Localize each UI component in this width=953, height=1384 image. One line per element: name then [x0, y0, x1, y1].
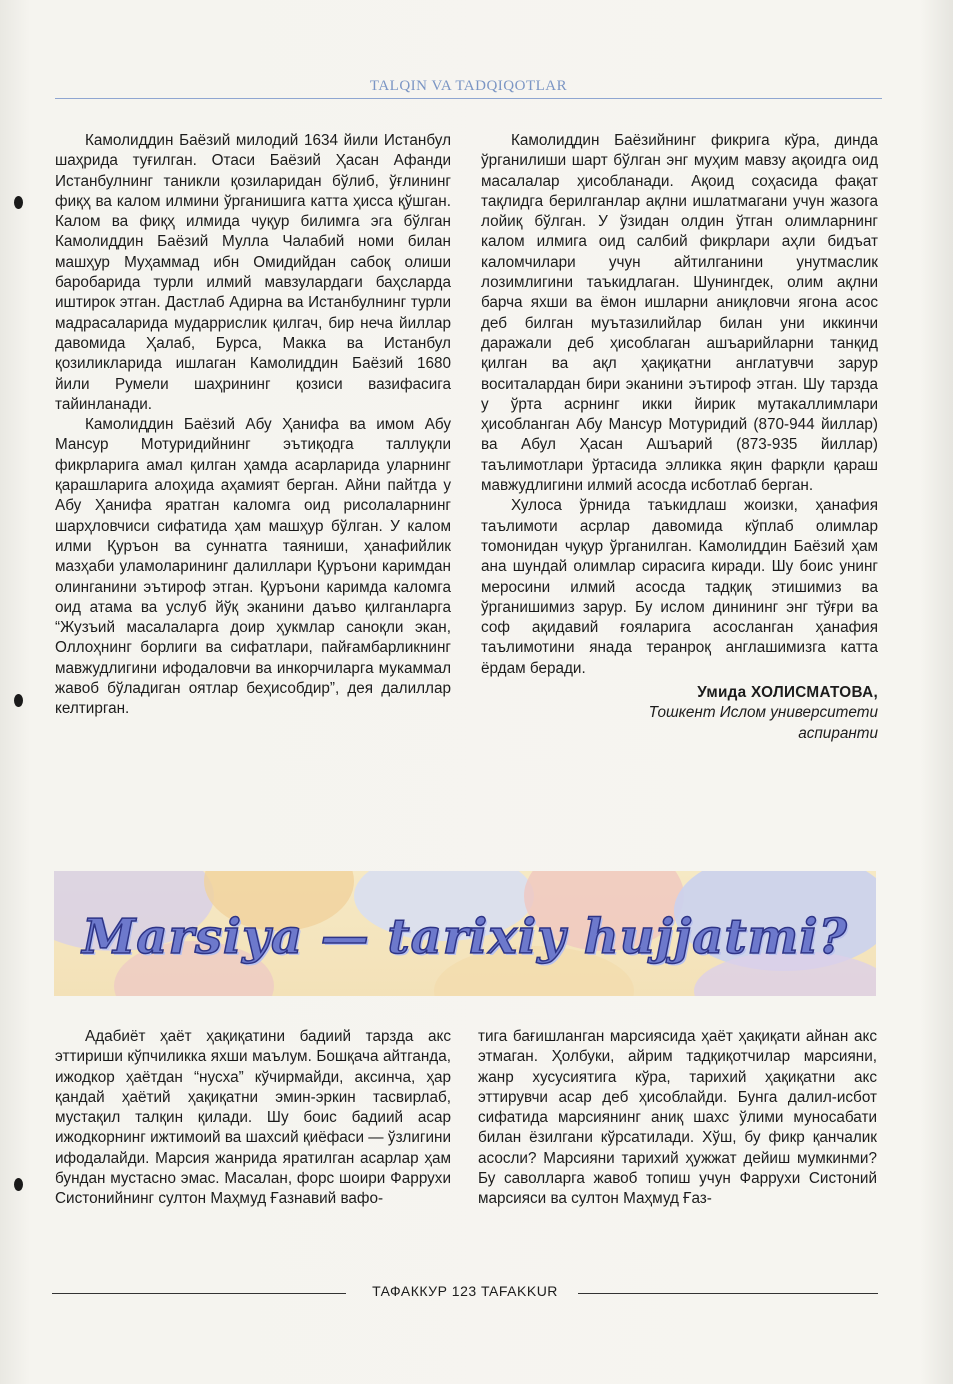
paragraph: Камолиддин Баёзий милодий 1634 йили Истанбул шаҳрида туғилган. Отаси Баёзий Ҳасан Афанди Истанбулнинг таникли қозиларидан бўлиб, ўғлининг фиқҳ ва калом илмини ўрганишига катта ҳисса қўшган. Калом ва фиқҳ илмида чуқур билимга эга бўлган Камолиддин Баёзий Мулла Чалабий номи билан машҳур Муҳаммад ибн Омидийдан сабоқ олиши баробарида турли илмий мавзулардаги баҳсларда иштирок этган. Дастлаб Адирна ва Истанбулнинг турли мадрасаларида мударрислик қилгач, бир неча йиллар давомида Ҳалаб, Бурса, Макка ва Истанбул қозиликларида ишлаган Камолиддин Баёзий 1680 йили Румели шаҳрининг қозиси вазифасига тайинланади.: [55, 132, 451, 413]
article1-column1: [55, 131, 451, 720]
binder-hole: [14, 196, 23, 209]
article2-column2: [478, 1027, 877, 1210]
binder-hole: [14, 694, 23, 707]
section-title: TALQIN VA TADQIQOTLAR: [369, 78, 568, 94]
header-rule: [55, 98, 882, 99]
author-name: Умида ХОЛИСМАТОВА,: [697, 684, 878, 702]
author-affiliation: Тошкент Ислом университети: [648, 704, 878, 722]
article-title: Marsiya — tarixiy hujjatmi?: [82, 909, 848, 965]
page-footer: [52, 1283, 878, 1303]
footer-rule: [578, 1293, 878, 1294]
article1-column2: [481, 131, 878, 744]
paragraph: Камолиддин Баёзийнинг фикрига кўра, динда ўрганилиши шарт бўлган энг муҳим мавзу ақоидга оид масалалар ҳисобланади. Ақоид соҳасида фақат тақлидга берилганлар ақлни ишлатмагани учун жазога лойиқ бўлган. У ўзидан олдин ўтган олимларнинг калом илмига оид салбий фикрлари аҳли бидъат каломчилари учун айтилганини унутмаслик лозимлигини таъкидлаган. Шунингдек, олим ақлни барча яхши ва ёмон ишларни аниқловчи ягона асос деб билган муътазилийлар билан уни иккинчи даражали деб ҳисоблаган ашъарийларни танқид қилган ва ақл ҳақиқатни англатувчи зарур воситалардан бири эканини эътироф этган. Шу тарзда у ўрта асрнинг икки йирик мутакаллимлари ҳисобланган Абу Мансур Мотуридий (870-944 йиллар) ва Абул Ҳасан Ашъарий (873-935 йиллар) таълимотлари ўртасида элликка яқин фарқли қараш мавжудлигини илмий асосда исботлаб берган.: [481, 132, 878, 495]
article-title-banner: [54, 871, 876, 996]
binder-hole: [14, 1178, 23, 1191]
paragraph: Камолиддин Баёзий Абу Ҳанифа ва имом Абу Мансур Мотуридийнинг эътиқодга таллуқли фикрларига амал қилган ҳамда асарларида уларнинг қарашларига алоҳида аҳамият берган. Айни пайтда у Абу Ҳанифа яратган каломга оид рисолаларнинг шарҳловчиси сифатида ҳам машҳур бўлган. У калом илми Қуръон ва суннатга таяниши, ҳанафийлик мазҳаби уламоларининг далиллари Қуръони каримдан олинганини эътироф этган. Қуръони каримда каломга оид атама ва услуб йўқ эканини даъво қилганларга “Жузъий масалаларга доир ҳукмлар саноқли экан, Оллоҳнинг борлиги ва сифатлари, пайғамбарликнинг мавжудлигини ифодаловчи ва инкорчиларга мукаммал жавоб бўладиган оятлар беҳисобдир”, дея далиллар келтирган.: [55, 416, 451, 718]
paragraph: тига бағишланган марсиясида ҳаёт ҳақиқати айнан акс этмаган. Ҳолбуки, айрим тадқиқотчилар марсияни, жанр хусусиятига кўра, тарихий ҳақиқатни акс эттирувчи асар деб ҳисоблайди. Бунга далил-исбот сифатида марсиянинг аниқ шахс ўлими муносабати билан ёзилгани кўрсатилади. Хўш, бу фикр қанчалик асосли? Марсияни тарихий ҳужжат дейиш мумкинми? Бу саволларга жавоб топиш учун Фаррухи Систоний марсияси ва султон Маҳмуд Ғаз-: [478, 1028, 877, 1208]
running-header: [55, 78, 882, 102]
footer-text: ТАФАККУР 123 TAFAKKUR: [372, 1283, 558, 1299]
author-position: аспиранти: [798, 724, 878, 742]
article2-column1: [55, 1027, 451, 1210]
paragraph: Адабиёт ҳаёт ҳақиқатини бадиий тарзда акс эттириши кўпчиликка яхши маълум. Бошқача айтганда, ижодкор ҳаётдан “нусха” кўчирмайди, аксинча, ҳар қандай ҳаётий ҳақиқатни эмин-эркин тасвирлаб, мустақил талқин қилади. Шу боис бадиий асар ижодкорнинг ижтимоий ва шахсий қиёфаси — ўзлигини ифодалайди. Марсия жанрида яратилган асарлар ҳам бундан мустасно эмас. Масалан, форс шоири Фаррухи Систонийнинг султон Маҳмуд Ғазнавий вафо-: [55, 1028, 451, 1208]
paragraph: Хулоса ўрнида таъкидлаш жоизки, ҳанафия таълимоти асрлар давомида кўплаб олимлар томонидан чуқур ўрганилган. Камолиддин Баёзий ҳам ана шундай олимлар сирасига киради. Шу боис унинг меросини илмий асосда тадқиқ этишимиз ва ўрганишимиз зарур. Бу ислом динининг энг тўғри ва соф ақидавий ғояларига асосланган ҳанафия таълимотини янада теранроқ англашимизга катта ёрдам беради.: [481, 497, 878, 677]
